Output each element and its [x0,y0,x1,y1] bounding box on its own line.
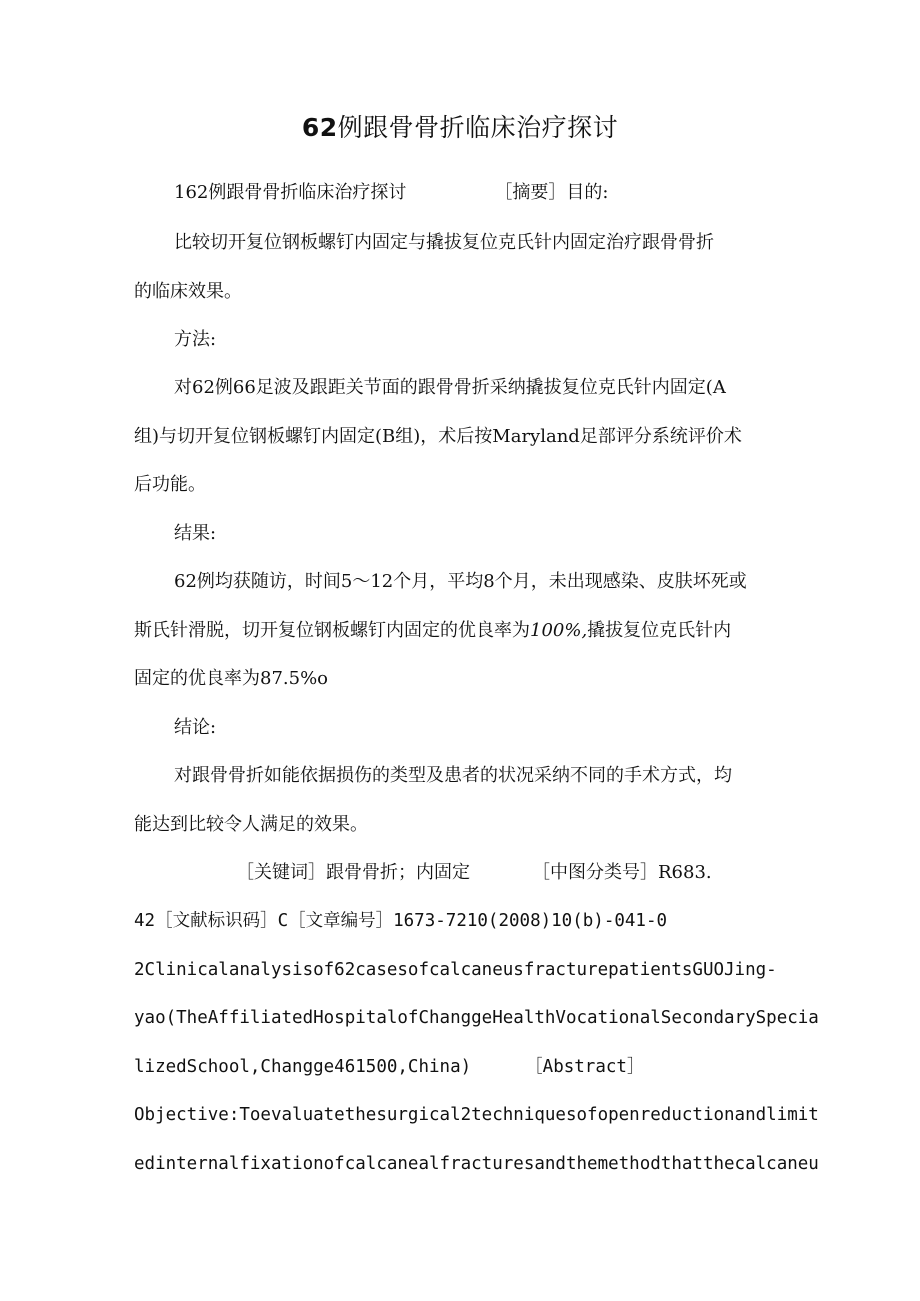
result-line-2-percent: 100%, [530,620,588,641]
english-line-5: edinternalfixationofcalcanealfracturesandthemethodthatthecalcaneu [134,1154,819,1174]
result-label: 结果: [174,523,217,544]
title-text: 例跟骨骨折临床治疗探讨 [337,113,619,142]
keywords-line-1 [236,860,796,886]
english-abstract-label: ［Abstract］ [525,1057,645,1077]
objective-line-1: 比较切开复位钢板螺钉内固定与撬拔复位克氏针内固定治疗跟骨骨折 [174,232,714,253]
keywords: ［关键词］跟骨骨折；内固定 [236,862,470,883]
conclusion-line-2: 能达到比较令人满足的效果。 [134,814,368,835]
result-line-2-part-a: 斯氏针滑脱，切开复位钢板螺钉内固定的优良率为 [134,620,530,641]
abstract-subtitle: 162例跟骨骨折临床治疗探讨 [174,182,407,203]
result-line-1: 62例均获随访，时间5～12个月，平均8个月，未出现感染、皮肤坏死或 [174,571,747,592]
method-line-3: 后功能。 [134,474,206,495]
result-line-3: 固定的优良率为87.5%o [134,668,329,689]
english-line-3 [134,1054,794,1080]
method-line-2: 组)与切开复位钢板螺钉内固定(B组)，术后按Maryland足部评分系统评价术 [134,426,742,447]
objective-line-2: 的临床效果。 [134,281,242,302]
english-line-2: yao(TheAffiliatedHospitalofChanggeHealthVocationalSecondarySpecia [134,1008,819,1028]
english-line-1: 2Clinicalanalysisof62casesofcalcaneusfracturepatientsGUOJing- [134,960,777,980]
result-line-2-part-c: 撬拔复位克氏针内 [587,620,732,641]
conclusion-label: 结论: [174,717,217,738]
method-label: 方法: [174,329,217,350]
abstract-heading-line [174,180,794,206]
conclusion-line-1: 对跟骨骨折如能依据损伤的类型及患者的状况采纳不同的手术方式，均 [174,765,732,786]
result-line-2 [134,618,794,644]
document-title [0,111,920,145]
abstract-objective-label: ［摘要］目的: [494,182,609,203]
english-line-4: Objective:Toevaluatethesurgical2techniquesofopenreductionandlimit [134,1105,819,1125]
english-affiliation: lizedSchool,Changge461500,China) [134,1057,472,1077]
classification-number: ［中图分类号］R683. [532,862,712,883]
keywords-line-2: 42［文献标识码］C［文章编号］1673-7210(2008)10(b)-041-0 [134,911,668,931]
method-line-1: 对62例66足波及跟距关节面的跟骨骨折采纳撬拔复位克氏针内固定(A [174,377,726,398]
title-number: 62 [301,113,338,142]
